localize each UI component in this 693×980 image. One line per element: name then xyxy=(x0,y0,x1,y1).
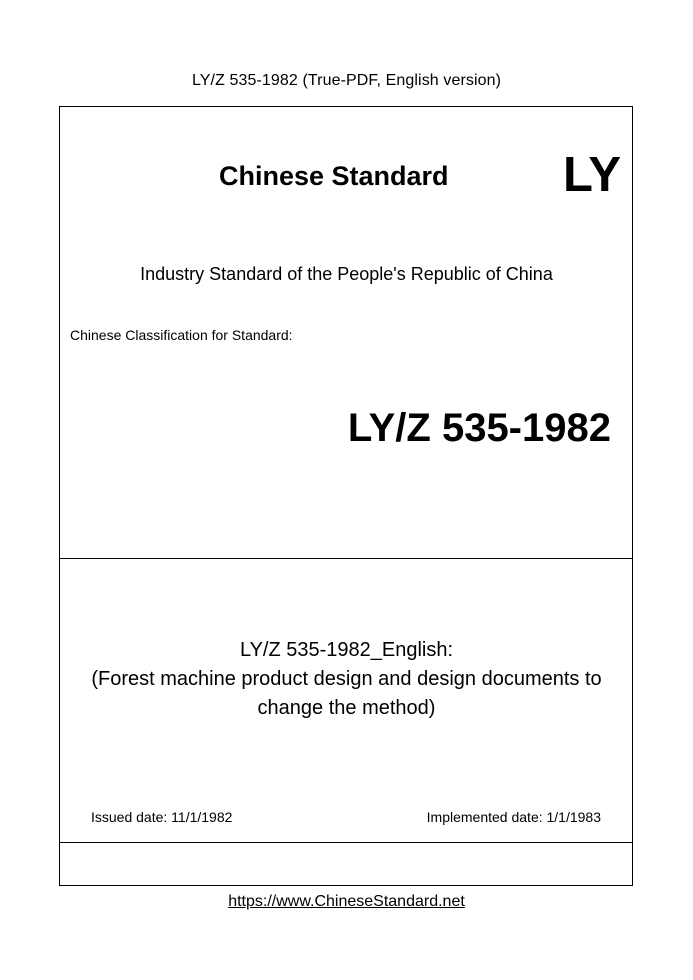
industry-standard-line: Industry Standard of the People's Republic of China xyxy=(140,264,553,284)
issued-date: Issued date: 11/1/1982 xyxy=(91,809,233,825)
footer xyxy=(0,893,693,911)
standard-code-prefix: LY xyxy=(563,148,622,202)
english-title-line-3: change the method) xyxy=(257,697,436,719)
english-title-line-2: (Forest machine product design and design documents to xyxy=(91,668,602,690)
document-type-title: Chinese Standard xyxy=(219,161,449,191)
document-header-caption: LY/Z 535-1982 (True-PDF, English version) xyxy=(191,72,502,89)
classification-label: Chinese Classification for Standard: xyxy=(70,327,293,343)
implemented-date: Implemented date: 1/1/1983 xyxy=(426,809,601,825)
english-title-line-1: LY/Z 535-1982_English: xyxy=(239,639,454,661)
standard-number: LY/Z 535-1982 xyxy=(347,406,611,450)
english-title-block xyxy=(70,636,623,723)
website-link[interactable]: https://www.ChineseStandard.net xyxy=(228,893,465,910)
cover-bottom-box xyxy=(59,842,633,886)
